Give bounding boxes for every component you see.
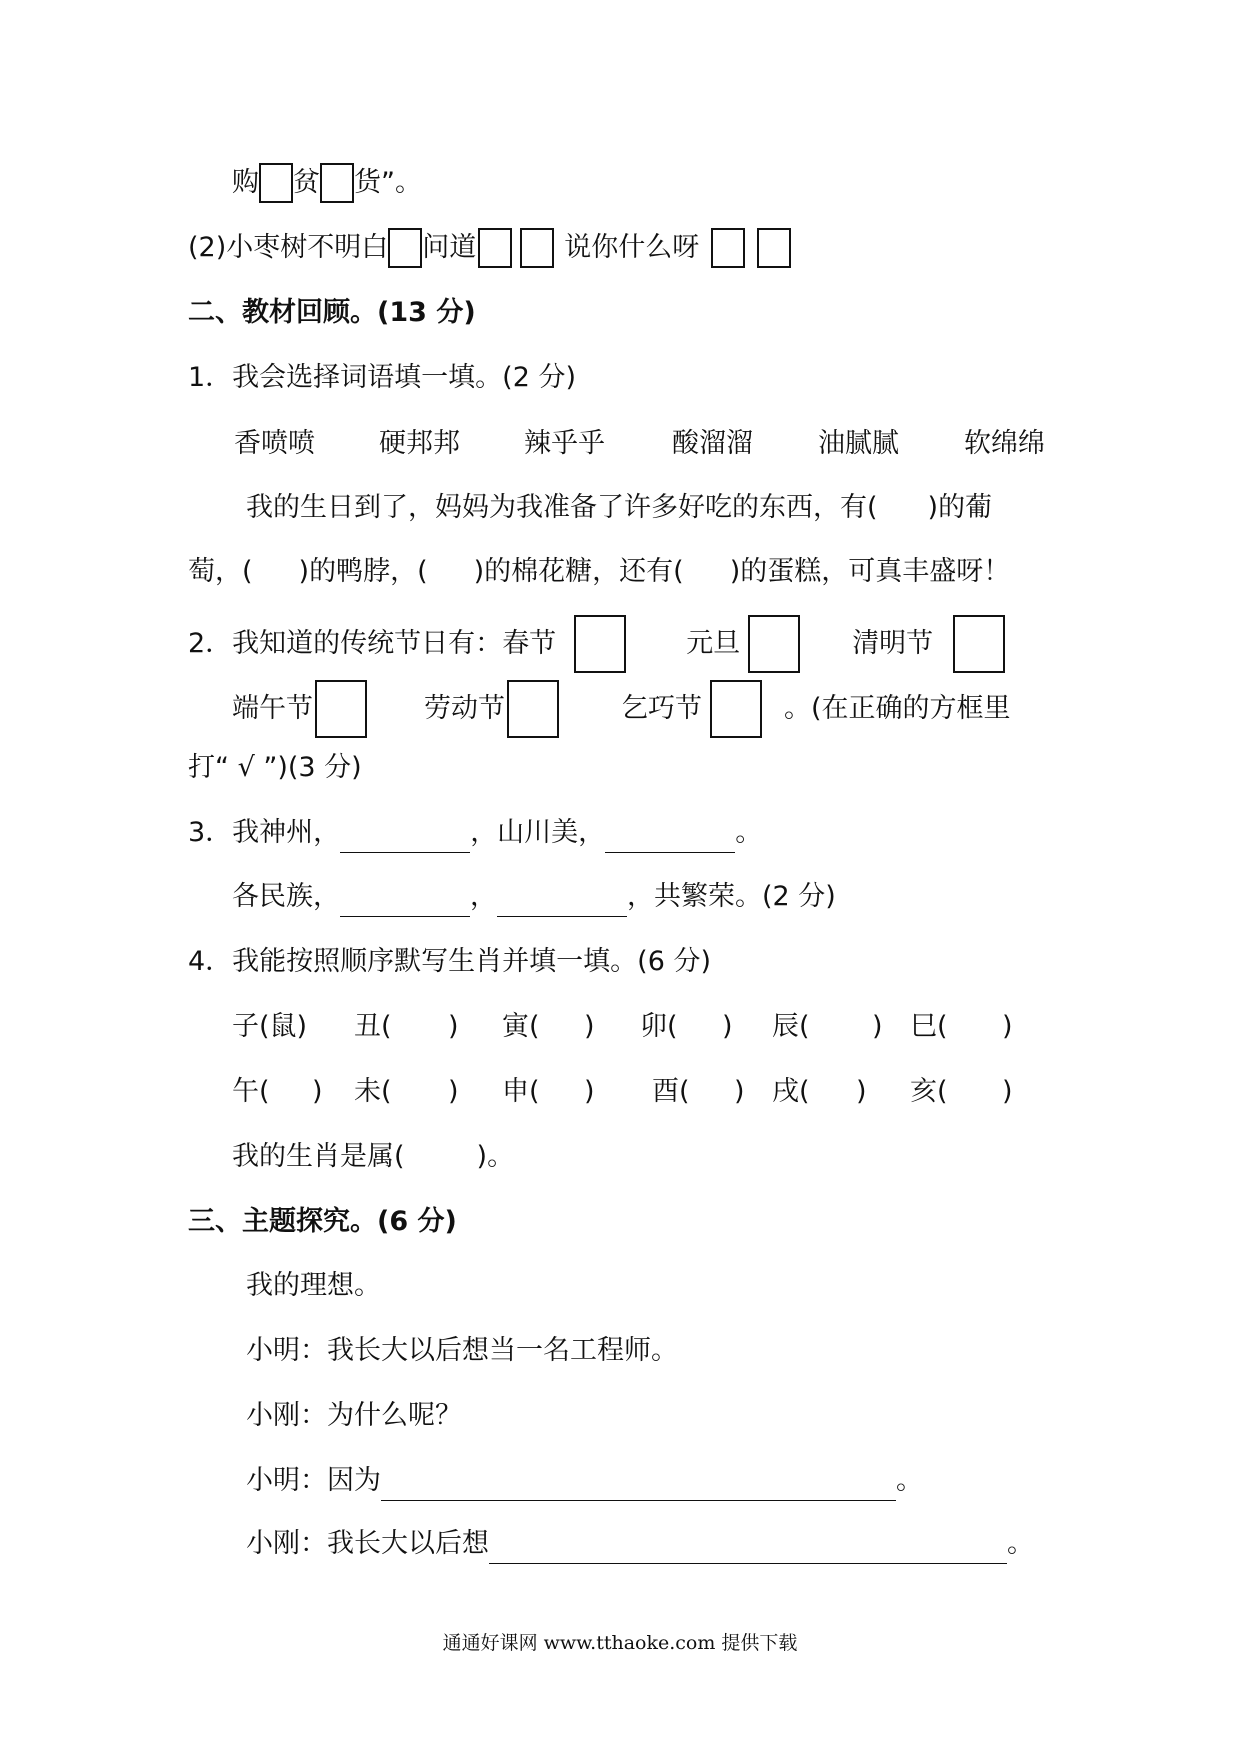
zodiac-item: 午(	[232, 1076, 270, 1107]
text: 小明：因为	[246, 1465, 381, 1496]
answer-box[interactable]	[711, 228, 745, 268]
festival-label: 乞巧节	[621, 693, 702, 724]
fill-line[interactable]	[605, 822, 735, 853]
text: )的葡	[927, 492, 993, 523]
zodiac-item: 酉(	[652, 1076, 690, 1107]
check-box[interactable]	[710, 680, 762, 738]
fill-line[interactable]	[497, 886, 627, 917]
text: 2．我知道的传统节日有：	[188, 628, 503, 659]
text: 小刚：我长大以后想	[246, 1528, 489, 1559]
text: 各民族，	[232, 881, 340, 912]
festival-line-3: 打“ √ ”)(3 分)	[188, 752, 362, 783]
festival-line-2	[232, 680, 1011, 738]
zodiac-item: 子(鼠)	[232, 1011, 308, 1042]
question-3-line-2	[232, 877, 836, 917]
text: 。	[1007, 1528, 1034, 1559]
my-zodiac-line	[232, 1137, 514, 1177]
zodiac-item: 卯(	[640, 1011, 678, 1042]
festival-label: 春节	[502, 628, 557, 659]
section-3-heading: 三、主题探究。(6 分)	[188, 1206, 457, 1237]
zodiac-item: )	[584, 1011, 595, 1042]
check-box[interactable]	[315, 680, 367, 738]
check-box[interactable]	[507, 680, 559, 738]
text: 货”。	[354, 166, 422, 198]
zodiac-item: )	[1002, 1011, 1013, 1042]
answer-box[interactable]	[478, 228, 512, 268]
dialog-line: 小刚：为什么呢？	[246, 1400, 462, 1431]
word-option: 软绵绵	[964, 428, 1045, 459]
passage-line-1	[246, 488, 992, 528]
dialog-line: 我的理想。	[246, 1270, 381, 1301]
festival-line-1	[188, 615, 1005, 673]
answer-box[interactable]	[757, 228, 791, 268]
word-bank	[234, 424, 1045, 464]
text: ，	[470, 881, 497, 912]
question-4-title: 4．我能按照顺序默写生肖并填一填。(6 分)	[188, 946, 712, 977]
check-box[interactable]	[748, 615, 800, 673]
text: 我的生日到了，妈妈为我准备了许多好吃的东西，有(	[246, 492, 878, 523]
word-option: 酸溜溜	[672, 428, 753, 459]
fill-line[interactable]	[340, 886, 470, 917]
zodiac-item: )	[312, 1076, 323, 1107]
zodiac-item: )	[734, 1076, 745, 1107]
text: 问道	[422, 231, 477, 263]
text: )。	[476, 1141, 515, 1172]
question-3-line-1	[188, 813, 762, 853]
answer-box[interactable]	[259, 163, 293, 203]
fragment-line	[232, 162, 422, 203]
word-option: 油腻腻	[818, 428, 899, 459]
text: ，共繁荣。(2 分)	[627, 881, 836, 912]
word-option: 辣乎乎	[524, 428, 605, 459]
question-1-title: 1．我会选择词语填一填。(2 分)	[188, 362, 577, 393]
word-option: 硬邦邦	[379, 428, 460, 459]
zodiac-item: )	[448, 1076, 459, 1107]
text: ，山川美，	[470, 817, 606, 848]
answer-box[interactable]	[320, 163, 354, 203]
zodiac-item: 戌(	[772, 1076, 810, 1107]
dialog-line-answer-1	[246, 1461, 923, 1501]
text: 萄，(	[188, 556, 253, 587]
fill-line[interactable]	[489, 1533, 1007, 1564]
passage-line-2	[188, 552, 1010, 592]
word-option: 香喷喷	[234, 428, 315, 459]
zodiac-item: )	[872, 1011, 883, 1042]
zodiac-item: 申(	[502, 1076, 540, 1107]
festival-label: 清明节	[852, 628, 934, 659]
text: (2)小枣树不明白	[188, 231, 389, 263]
text: 购	[232, 166, 259, 198]
text: )的蛋糕，可真丰盛呀！	[729, 556, 1011, 587]
section-2-heading: 二、教材回顾。(13 分)	[188, 297, 476, 328]
zodiac-item: 辰(	[772, 1011, 810, 1042]
zodiac-item: )	[584, 1076, 595, 1107]
zodiac-item: )	[722, 1011, 733, 1042]
answer-box[interactable]	[388, 228, 422, 268]
zodiac-item: 巳(	[910, 1011, 948, 1042]
text: 3．我神州，	[188, 817, 341, 848]
text: 。(在正确的方框里	[784, 693, 1011, 724]
zodiac-item: 未(	[354, 1076, 392, 1107]
zodiac-item: 寅(	[502, 1011, 540, 1042]
text: 贫	[293, 166, 320, 198]
zodiac-item: 亥(	[910, 1076, 948, 1107]
text: )的棉花糖，还有(	[473, 556, 684, 587]
festival-label: 劳动节	[424, 693, 505, 724]
zodiac-item: )	[448, 1011, 459, 1042]
answer-box[interactable]	[520, 228, 554, 268]
zodiac-item: )	[1002, 1076, 1013, 1107]
text: 。	[896, 1465, 923, 1496]
festival-label: 端午节	[232, 693, 313, 724]
page-footer: 通通好课网 www.tthaoke.com 提供下载	[442, 1632, 798, 1654]
text: 我的生肖是属(	[232, 1141, 405, 1172]
zodiac-item: 丑(	[354, 1011, 392, 1042]
text: 说你什么呀	[564, 231, 700, 263]
dialog-line: 小明：我长大以后想当一名工程师。	[246, 1335, 678, 1366]
text: )的鸭脖，(	[298, 556, 428, 587]
festival-label: 元旦	[686, 628, 741, 659]
fill-line[interactable]	[340, 822, 470, 853]
zodiac-item: )	[856, 1076, 867, 1107]
check-box[interactable]	[953, 615, 1005, 673]
fill-line[interactable]	[381, 1470, 896, 1501]
check-box[interactable]	[574, 615, 626, 673]
text: 。	[735, 817, 763, 848]
question-2-line	[188, 227, 791, 268]
dialog-line-answer-2	[246, 1524, 1034, 1564]
